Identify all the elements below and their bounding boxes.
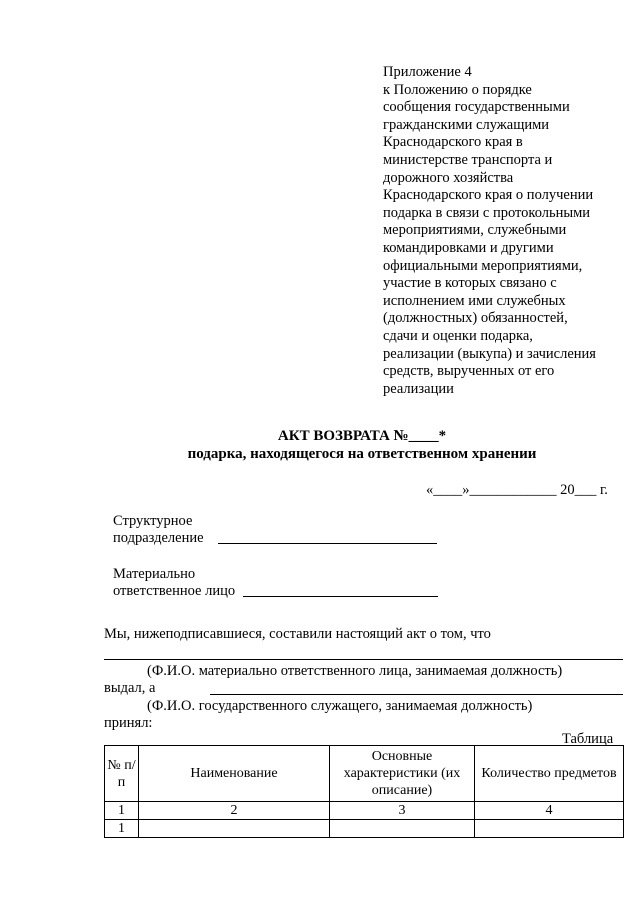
- document-title: АКТ ВОЗВРАТА №____*: [277, 428, 447, 444]
- date-line: «____»____________ 20___ г.: [426, 482, 608, 498]
- annex-line: сдачи и оценки подарка,: [383, 327, 533, 344]
- annex-line: участие в которых связано с: [383, 275, 557, 292]
- annex-line: командировками и другими: [383, 239, 554, 256]
- unit-input-line: [218, 543, 437, 544]
- intro-text: Мы, нижеподписавшиеся, составили настоящий акт о том, что: [104, 626, 491, 642]
- table-cell: 4: [475, 802, 624, 820]
- annex-line: Краснодарского края о получении: [383, 187, 594, 204]
- table-cell: 2: [139, 802, 330, 820]
- annex-line: средств, вырученных от его: [383, 363, 555, 380]
- table-row: [105, 820, 624, 838]
- annex-line: реализации (выкупа) и зачисления: [383, 345, 596, 362]
- annex-line: официальными мероприятиями,: [383, 257, 583, 274]
- annex-line: реализации: [383, 380, 454, 397]
- table-cell: 3: [330, 802, 475, 820]
- annex-line: дорожного хозяйства: [383, 169, 514, 186]
- responsible-input-line: [243, 596, 438, 597]
- annex-line: исполнением ими служебных: [383, 292, 566, 309]
- annex-line: Приложение 4: [383, 64, 472, 80]
- unit-label-line1: Структурное: [113, 513, 193, 529]
- header-characteristics: Основные характеристики (их описание): [330, 746, 475, 802]
- annex-line: к Положению о порядке: [383, 81, 532, 98]
- gave-text: выдал, а: [104, 680, 156, 696]
- header-number: № п/п: [105, 746, 139, 802]
- responsible-person-line: [104, 659, 623, 660]
- table-label: Таблица: [562, 731, 614, 747]
- table-cell: [139, 820, 330, 838]
- document-subtitle: подарка, находящегося на ответственном хранении: [187, 446, 537, 462]
- annex-line: министерстве транспорта и: [383, 151, 553, 168]
- header-name: Наименование: [139, 746, 330, 802]
- unit-label-line2: подразделение: [113, 530, 204, 546]
- annex-line: мероприятиями, служебными: [383, 222, 567, 239]
- annex-line: гражданскими служащими: [383, 116, 550, 133]
- annex-line: подарка в связи с протокольными: [383, 204, 591, 221]
- responsible-label-line2: ответственное лицо: [113, 583, 236, 599]
- annex-line: (должностных) обязанностей,: [383, 310, 568, 327]
- table-cell: 1: [105, 802, 139, 820]
- header-quantity: Количество предметов: [475, 746, 624, 802]
- civil-servant-line: [210, 694, 623, 695]
- annex-line: сообщения государственными: [383, 99, 570, 116]
- table-numbers-row: [105, 802, 624, 820]
- table-cell: [475, 820, 624, 838]
- annex-block: [383, 64, 623, 398]
- table-cell: [330, 820, 475, 838]
- table-header-row: [105, 746, 624, 802]
- received-text: принял:: [104, 715, 153, 731]
- gift-table: [104, 745, 624, 838]
- caption-civil-servant: (Ф.И.О. государственного служащего, занимаемая должность): [147, 698, 533, 714]
- responsible-label-line1: Материально: [113, 566, 196, 582]
- annex-line: Краснодарского края в: [383, 134, 523, 151]
- caption-responsible: (Ф.И.О. материально ответственного лица, занимаемая должность): [147, 663, 563, 679]
- table-cell: 1: [105, 820, 139, 838]
